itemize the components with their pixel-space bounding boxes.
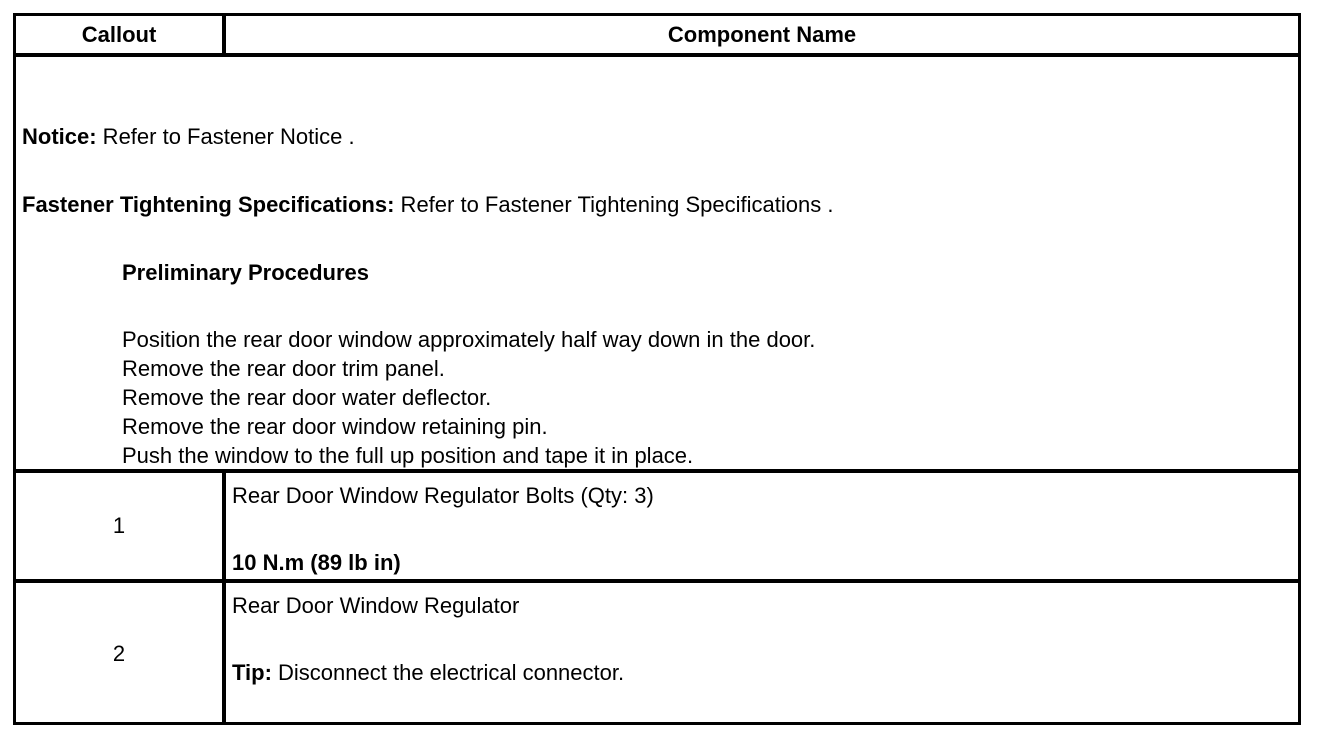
component-name: Rear Door Window Regulator Bolts (Qty: 3)	[232, 483, 654, 508]
component-name: Rear Door Window Regulator	[232, 593, 520, 618]
callout-column-header: Callout	[16, 16, 226, 53]
procedure-step: Remove the rear door window retaining pin.	[122, 414, 548, 439]
component-name-column-header	[226, 16, 1298, 53]
procedure-step: Push the window to the full up position and tape it in place.	[122, 443, 694, 468]
procedure-step: Remove the rear door water deflector.	[122, 385, 492, 410]
tip-line	[232, 660, 624, 686]
spec-text: Refer to Fastener Tightening Specifications .	[394, 192, 834, 217]
component-table	[13, 13, 1301, 725]
tip-label: Tip:	[232, 660, 272, 685]
spec-label: Fastener Tightening Specifications:	[22, 192, 395, 217]
notice-label: Notice:	[22, 124, 97, 149]
torque-spec: 10 N.m (89 lb in)	[232, 550, 401, 575]
notice-line	[22, 122, 355, 151]
preliminary-procedures-title: Preliminary Procedures	[122, 260, 370, 285]
spec-line	[22, 190, 833, 219]
table-header-row	[16, 16, 1298, 57]
procedure-step: Position the rear door window approximately half way down in the door.	[122, 327, 816, 352]
notes-row	[16, 57, 1298, 473]
tip-text: Disconnect the electrical connector.	[271, 660, 625, 685]
component-cell	[226, 473, 1298, 579]
table-row	[16, 473, 1298, 583]
callout-number: 2	[16, 583, 226, 725]
component-cell	[226, 583, 1298, 725]
table-row	[16, 583, 1298, 725]
callout-number: 1	[16, 473, 226, 579]
component-name-header-label: Component Name	[667, 21, 857, 47]
procedure-step: Remove the rear door trim panel.	[122, 356, 445, 381]
notice-text: Refer to Fastener Notice .	[96, 124, 355, 149]
